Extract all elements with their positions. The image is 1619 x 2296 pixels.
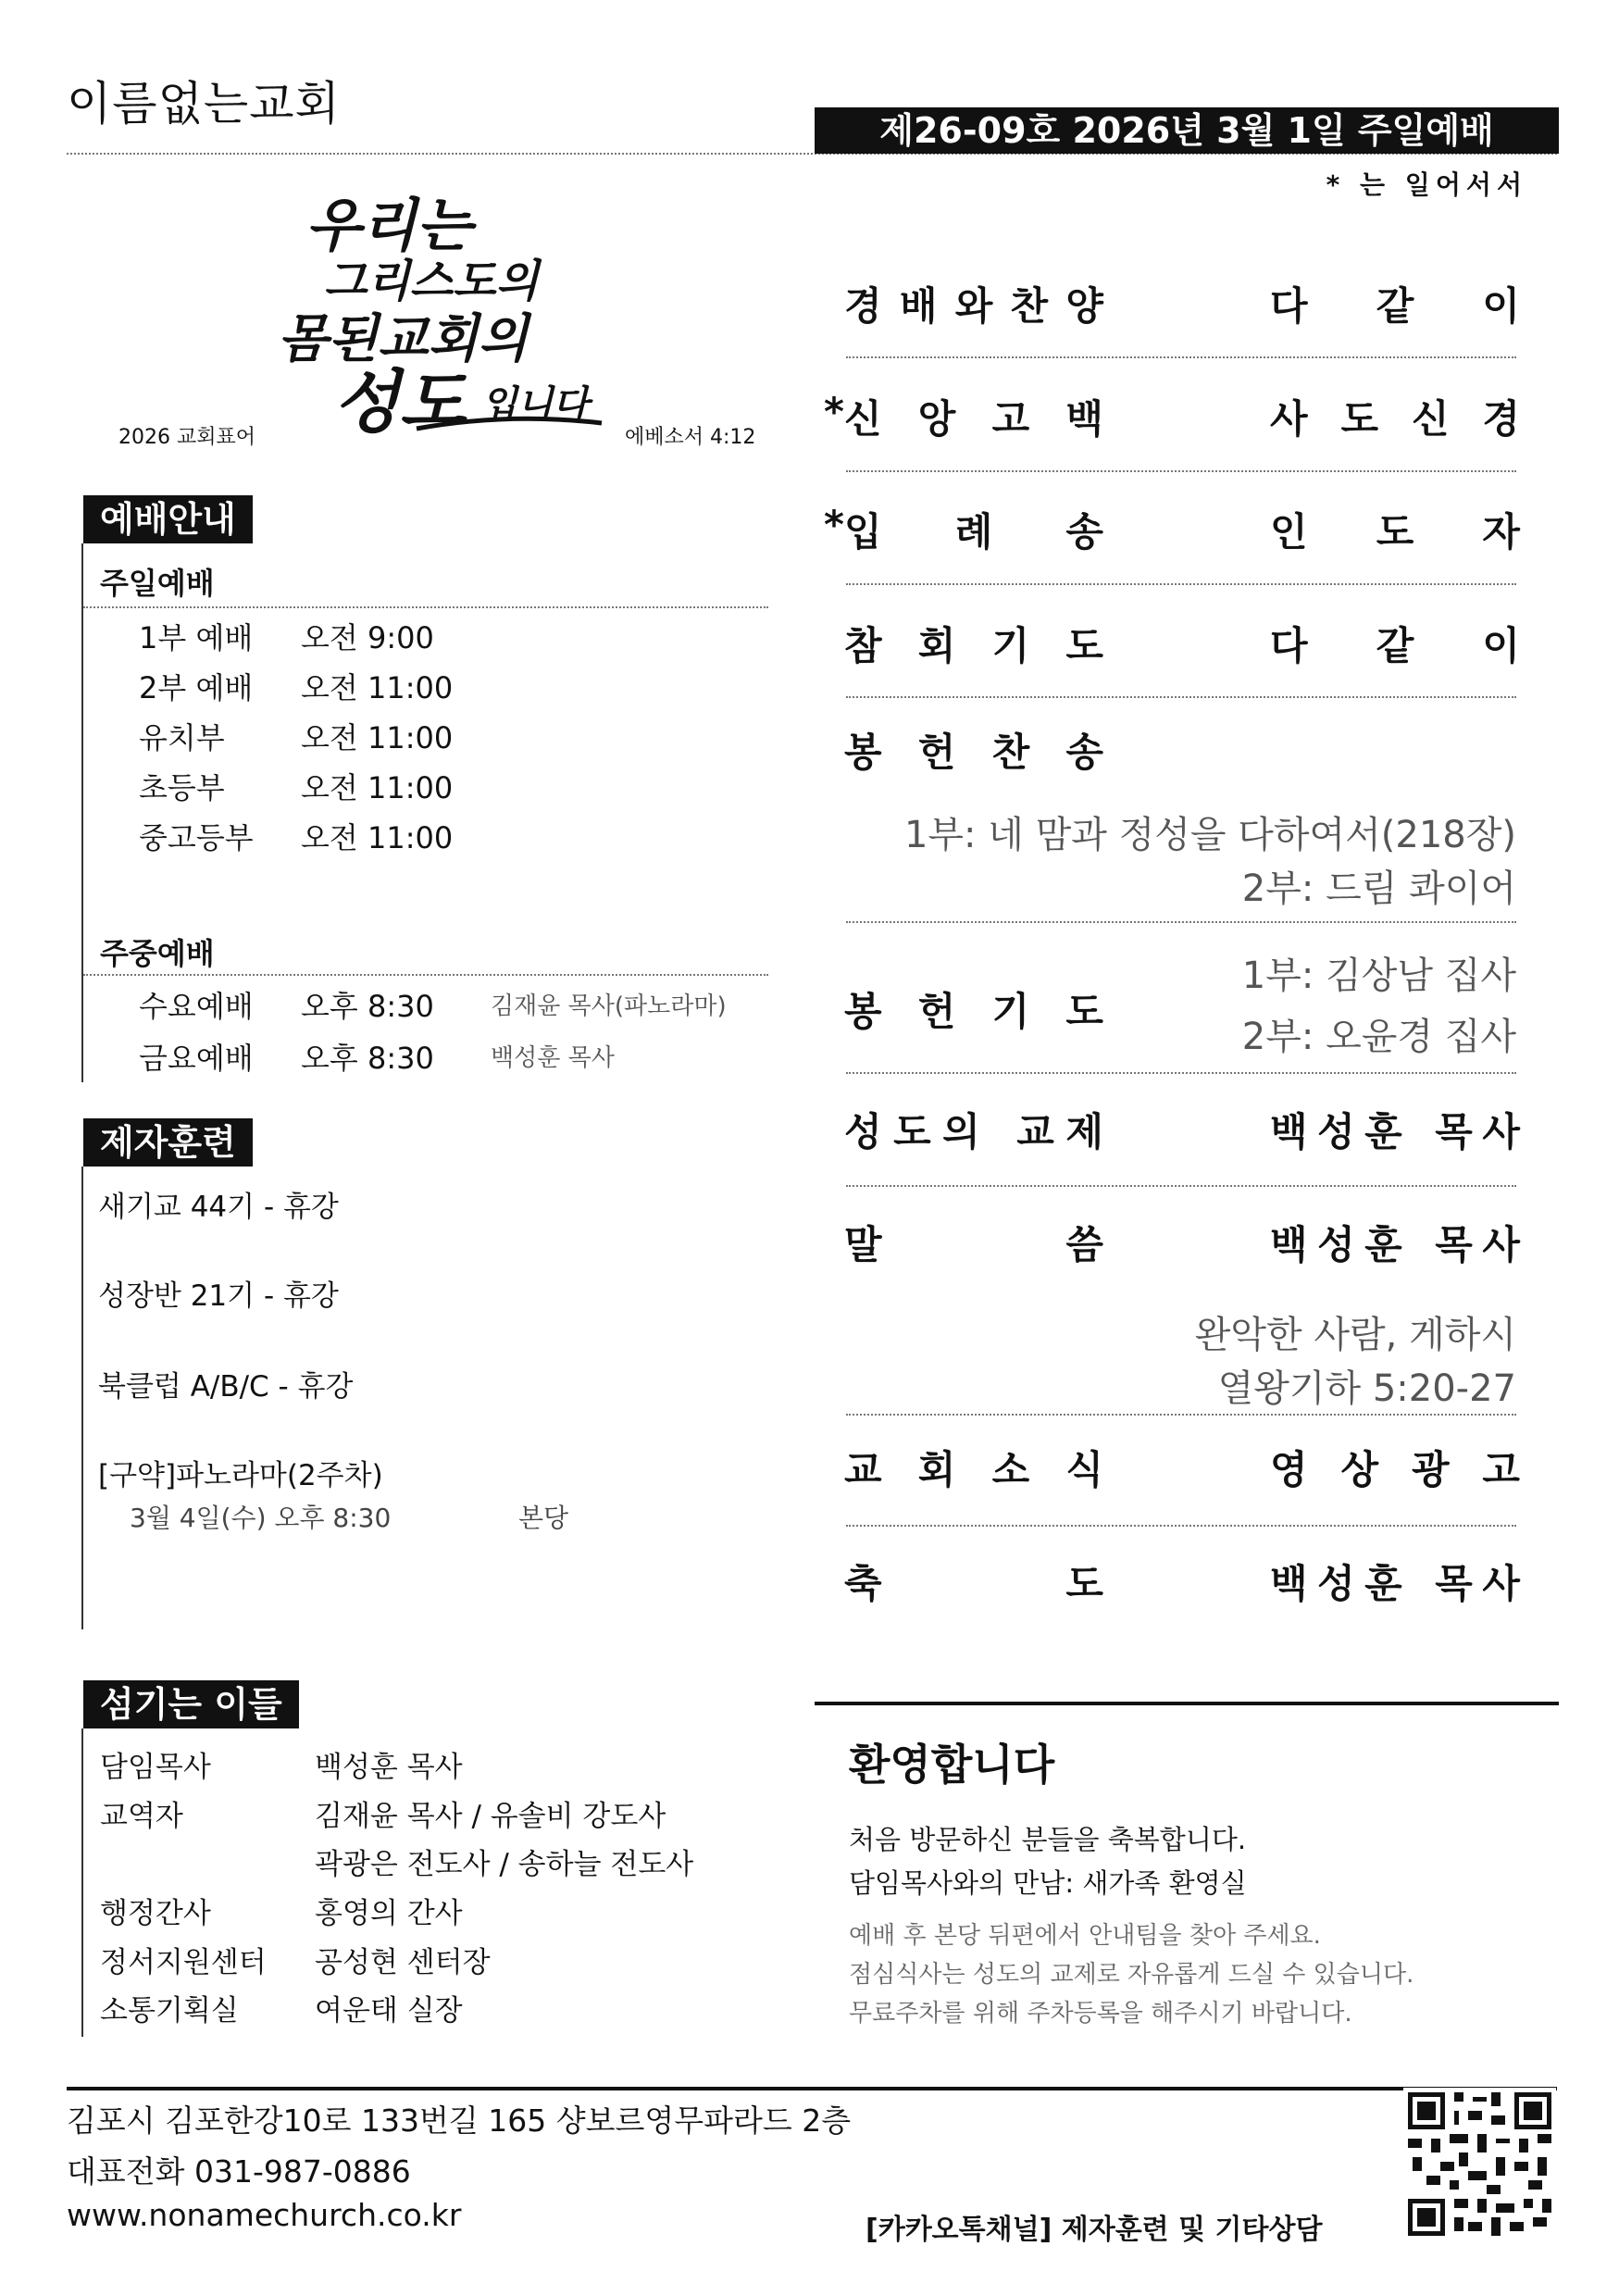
order-item-name [844, 1215, 1103, 1270]
order-divider [846, 583, 1516, 585]
training-rule [81, 1167, 83, 1629]
service-row [139, 815, 778, 855]
staff-role: 소통기획실 [100, 1994, 239, 2028]
service-name: 유치부 [139, 720, 225, 755]
staff-name: 김재윤 목사 / 유솔비 강도사 [315, 1800, 666, 1833]
order-char: 이 [1482, 283, 1520, 329]
order-char: 목 [1435, 1109, 1473, 1154]
order-item-leader [1270, 1554, 1520, 1609]
order-char: 신 [844, 396, 882, 442]
service-name: 중고등부 [139, 820, 254, 855]
staff-role: 정서지원센터 [100, 1946, 267, 1979]
order-item-name [844, 502, 1103, 557]
order-char: 성 [1317, 1561, 1355, 1606]
order-char: 훈 [1364, 1222, 1402, 1267]
order-char: 말 [844, 1222, 882, 1267]
order-char: 헌 [917, 989, 956, 1034]
order-char: 상 [1340, 1447, 1379, 1492]
service-row [139, 765, 778, 805]
staff-name: 여운태 실장 [315, 1994, 463, 2028]
order-char: 사 [1270, 396, 1308, 442]
service-row [139, 1035, 778, 1076]
order-char: 다 [1270, 283, 1308, 329]
order-item-leader [1270, 1102, 1520, 1157]
service-row [139, 983, 778, 1024]
staff-role: 행정간사 [100, 1897, 211, 1930]
service-time: 오전 11:00 [301, 820, 454, 855]
stand-note: * 는 일어서서 [1326, 169, 1527, 200]
order-char: 도 [893, 1109, 931, 1154]
order-item [844, 276, 1520, 331]
order-char: 목 [1435, 1561, 1473, 1606]
staff-name: 백성훈 목사 [315, 1751, 463, 1784]
order-item-name [844, 389, 1103, 444]
order-item-name [844, 276, 1103, 331]
welcome-note: 무료주차를 위해 주차등록을 해주시기 바랍니다. [849, 2000, 1352, 2028]
order-char: 영 [1270, 1447, 1308, 1492]
staff-rule [81, 1728, 83, 2037]
order-char: 성 [1317, 1109, 1355, 1154]
order-char: 헌 [917, 730, 956, 775]
staff-heading: 섬기는 이들 [83, 1680, 299, 1728]
svg-text:성도: 성도 [333, 363, 466, 443]
service-note: 백성훈 목사 [491, 1044, 615, 1072]
order-char: 축 [844, 1561, 882, 1606]
sermon-passage: 열왕기하 5:20-27 [1217, 1367, 1516, 1410]
order-item [824, 502, 1520, 557]
motto-reference: 에베소서 4:12 [625, 426, 756, 449]
service-name: 초등부 [139, 770, 225, 805]
order-char [1412, 1554, 1426, 1609]
sunday-worship-rule [83, 606, 768, 608]
welcome-title: 환영합니다 [849, 1740, 1055, 1790]
service-name: 금요예배 [139, 1041, 254, 1076]
order-char: 기 [991, 989, 1030, 1034]
order-char: 목 [1435, 1222, 1473, 1267]
order-char: 백 [1065, 396, 1103, 442]
service-name: 수요예배 [139, 989, 254, 1024]
order-item [844, 616, 1520, 671]
order-char: 도 [1340, 396, 1379, 442]
order-char: 례 [954, 509, 993, 555]
svg-text:입니다: 입니다 [481, 382, 589, 426]
weekday-worship-rule [83, 974, 768, 976]
order-char: 봉 [844, 989, 882, 1034]
panorama-place: 본당 [518, 1503, 569, 1533]
order-char: 의 [942, 1109, 980, 1154]
order-char: 기 [991, 623, 1030, 668]
order-char: 백 [1270, 1109, 1308, 1154]
service-note: 김재윤 목사(파노라마) [491, 992, 727, 1020]
order-item-leader [1270, 389, 1520, 444]
order-char: 도 [1376, 509, 1414, 555]
order-char: 입 [844, 509, 882, 555]
order-char: 성 [844, 1109, 882, 1154]
sunday-worship-title: 주일예배 [100, 566, 215, 601]
order-item-name [844, 616, 1103, 671]
kakao-channel-label: [카카오톡채널] 제자훈련 및 기타상담 [866, 2214, 1323, 2246]
order-divider [846, 356, 1516, 358]
order-char: 고 [1482, 1447, 1520, 1492]
footer-divider [67, 2087, 1557, 2090]
service-name: 1부 예배 [139, 620, 254, 655]
order-char: 찬 [991, 730, 1030, 775]
motto-label: 2026 교회표어 [118, 426, 255, 449]
order-char: 송 [1065, 730, 1103, 775]
staff-name: 공성현 센터장 [315, 1946, 491, 1979]
order-char [1412, 1102, 1426, 1157]
svg-text:우리는: 우리는 [305, 192, 472, 259]
training-item: 성장반 21기 - 휴강 [98, 1279, 339, 1313]
service-time: 오전 11:00 [301, 670, 454, 705]
order-char: 같 [1376, 283, 1414, 329]
service-name: 2부 예배 [139, 670, 254, 705]
welcome-note: 예배 후 본당 뒤편에서 안내팀을 찾아 주세요. [849, 1922, 1321, 1950]
order-char: 씀 [1065, 1222, 1103, 1267]
training-item: [구약]파노라마(2주차) [98, 1459, 383, 1492]
service-time: 오후 8:30 [301, 1041, 434, 1076]
service-row [139, 615, 778, 655]
footer-website[interactable]: www.nonamechurch.co.kr [67, 2197, 462, 2233]
order-char: 신 [1411, 396, 1450, 442]
offering-prayer-line: 2부: 오윤경 집사 [1241, 1016, 1516, 1058]
svg-text:그리스도의: 그리스도의 [324, 256, 539, 307]
offering-hymn-line: 1부: 네 맘과 정성을 다하여서(218장) [903, 814, 1516, 856]
church-name: 이름없는교회 [67, 77, 341, 131]
order-char: 식 [1065, 1447, 1103, 1492]
panorama-time: 3월 4일(수) 오후 8:30 [130, 1503, 392, 1533]
stand-marker: * [824, 389, 844, 434]
order-char: 이 [1482, 623, 1520, 668]
order-item [844, 1440, 1520, 1495]
order-item-leader [1270, 1440, 1520, 1495]
order-char: 사 [1482, 1222, 1520, 1267]
order-char [1412, 1215, 1426, 1270]
sermon-title: 완악한 사람, 게하시 [1194, 1314, 1516, 1356]
footer-phone: 대표전화 031-987-0886 [67, 2153, 411, 2190]
order-item [844, 722, 1520, 778]
service-row [139, 665, 778, 705]
worship-info-heading: 예배안내 [83, 495, 253, 543]
order-char: 봉 [844, 730, 882, 775]
order-item-leader [1270, 276, 1520, 331]
order-char: 자 [1482, 509, 1520, 555]
order-divider [846, 1185, 1516, 1187]
order-char: 사 [1482, 1561, 1520, 1606]
order-item-name [844, 1102, 1103, 1157]
motto-calligraphy [268, 181, 620, 449]
welcome-line: 담임목사와의 만남: 새가족 환영실 [849, 1867, 1247, 1899]
order-char: 다 [1270, 623, 1308, 668]
order-item-name [844, 1440, 1103, 1495]
order-char: 회 [917, 1447, 956, 1492]
training-heading: 제자훈련 [83, 1118, 253, 1167]
order-char [991, 1102, 1005, 1157]
service-row [139, 715, 778, 755]
stand-marker: * [824, 502, 844, 547]
order-item-name [844, 1554, 1103, 1609]
staff-role: 교역자 [100, 1800, 183, 1833]
order-char: 훈 [1364, 1561, 1402, 1606]
order-char: 소 [991, 1447, 1030, 1492]
service-time: 오전 9:00 [301, 620, 434, 655]
order-char: 와 [954, 283, 993, 329]
staff-name: 홍영의 간사 [315, 1897, 463, 1930]
order-divider [846, 1072, 1516, 1074]
qr-code-icon[interactable] [1403, 2088, 1556, 2240]
welcome-line: 처음 방문하신 분들을 축복합니다. [849, 1824, 1247, 1855]
order-item-name [844, 981, 1103, 1037]
order-item [824, 389, 1520, 444]
order-char: 도 [1065, 1561, 1103, 1606]
order-char: 도 [1065, 989, 1103, 1034]
order-item [844, 1554, 1520, 1609]
svg-text:몸된교회의: 몸된교회의 [278, 308, 529, 369]
order-char: 찬 [1010, 283, 1049, 329]
order-char: 제 [1065, 1109, 1103, 1154]
order-char: 교 [844, 1447, 882, 1492]
service-time: 오전 11:00 [301, 720, 454, 755]
order-char: 경 [1482, 396, 1520, 442]
order-char: 송 [1065, 509, 1103, 555]
order-divider [846, 921, 1516, 923]
order-char: 도 [1065, 623, 1103, 668]
welcome-divider [815, 1702, 1559, 1705]
order-divider [846, 1525, 1516, 1527]
order-item-name [844, 722, 1103, 778]
order-char: 고 [991, 396, 1030, 442]
order-char: 사 [1482, 1109, 1520, 1154]
order-divider [846, 696, 1516, 698]
staff-name: 곽광은 전도사 / 송하늘 전도사 [315, 1848, 694, 1881]
order-item-leader [1270, 502, 1520, 557]
training-item: 북클럽 A/B/C - 휴강 [98, 1370, 354, 1404]
order-char: 인 [1270, 509, 1308, 555]
order-char: 배 [899, 283, 938, 329]
order-char: 백 [1270, 1222, 1308, 1267]
service-time: 오전 11:00 [301, 770, 454, 805]
order-char: 광 [1411, 1447, 1450, 1492]
order-divider [846, 1414, 1516, 1416]
order-char: 교 [1016, 1109, 1054, 1154]
staff-role: 담임목사 [100, 1751, 211, 1784]
offering-hymn-line: 2부: 드림 콰이어 [1241, 867, 1516, 910]
order-item [844, 1215, 1520, 1270]
order-char: 참 [844, 623, 882, 668]
training-item: 새기교 44기 - 휴강 [98, 1191, 339, 1224]
footer-address: 김포시 김포한강10로 133번길 165 샹보르영무파라드 2층 [67, 2103, 852, 2139]
order-char: 회 [917, 623, 956, 668]
order-item-leader [1270, 1215, 1520, 1270]
order-char: 앙 [917, 396, 956, 442]
order-char: 백 [1270, 1561, 1308, 1606]
order-char: 같 [1376, 623, 1414, 668]
order-divider [846, 470, 1516, 472]
order-item-leader [1270, 616, 1520, 671]
order-char: 훈 [1364, 1109, 1402, 1154]
order-item [844, 1102, 1520, 1157]
welcome-note: 점심식사는 성도의 교제로 자유롭게 드실 수 있습니다. [849, 1961, 1414, 1989]
order-char: 경 [844, 283, 882, 329]
worship-info-rule [81, 543, 83, 1082]
service-time: 오후 8:30 [301, 989, 434, 1024]
order-char: 성 [1317, 1222, 1355, 1267]
offering-prayer-line: 1부: 김상남 집사 [1241, 955, 1516, 997]
issue-banner: 제26-09호 2026년 3월 1일 주일예배 [815, 107, 1559, 154]
order-char: 양 [1065, 283, 1103, 329]
weekday-worship-title: 주중예배 [100, 936, 215, 971]
